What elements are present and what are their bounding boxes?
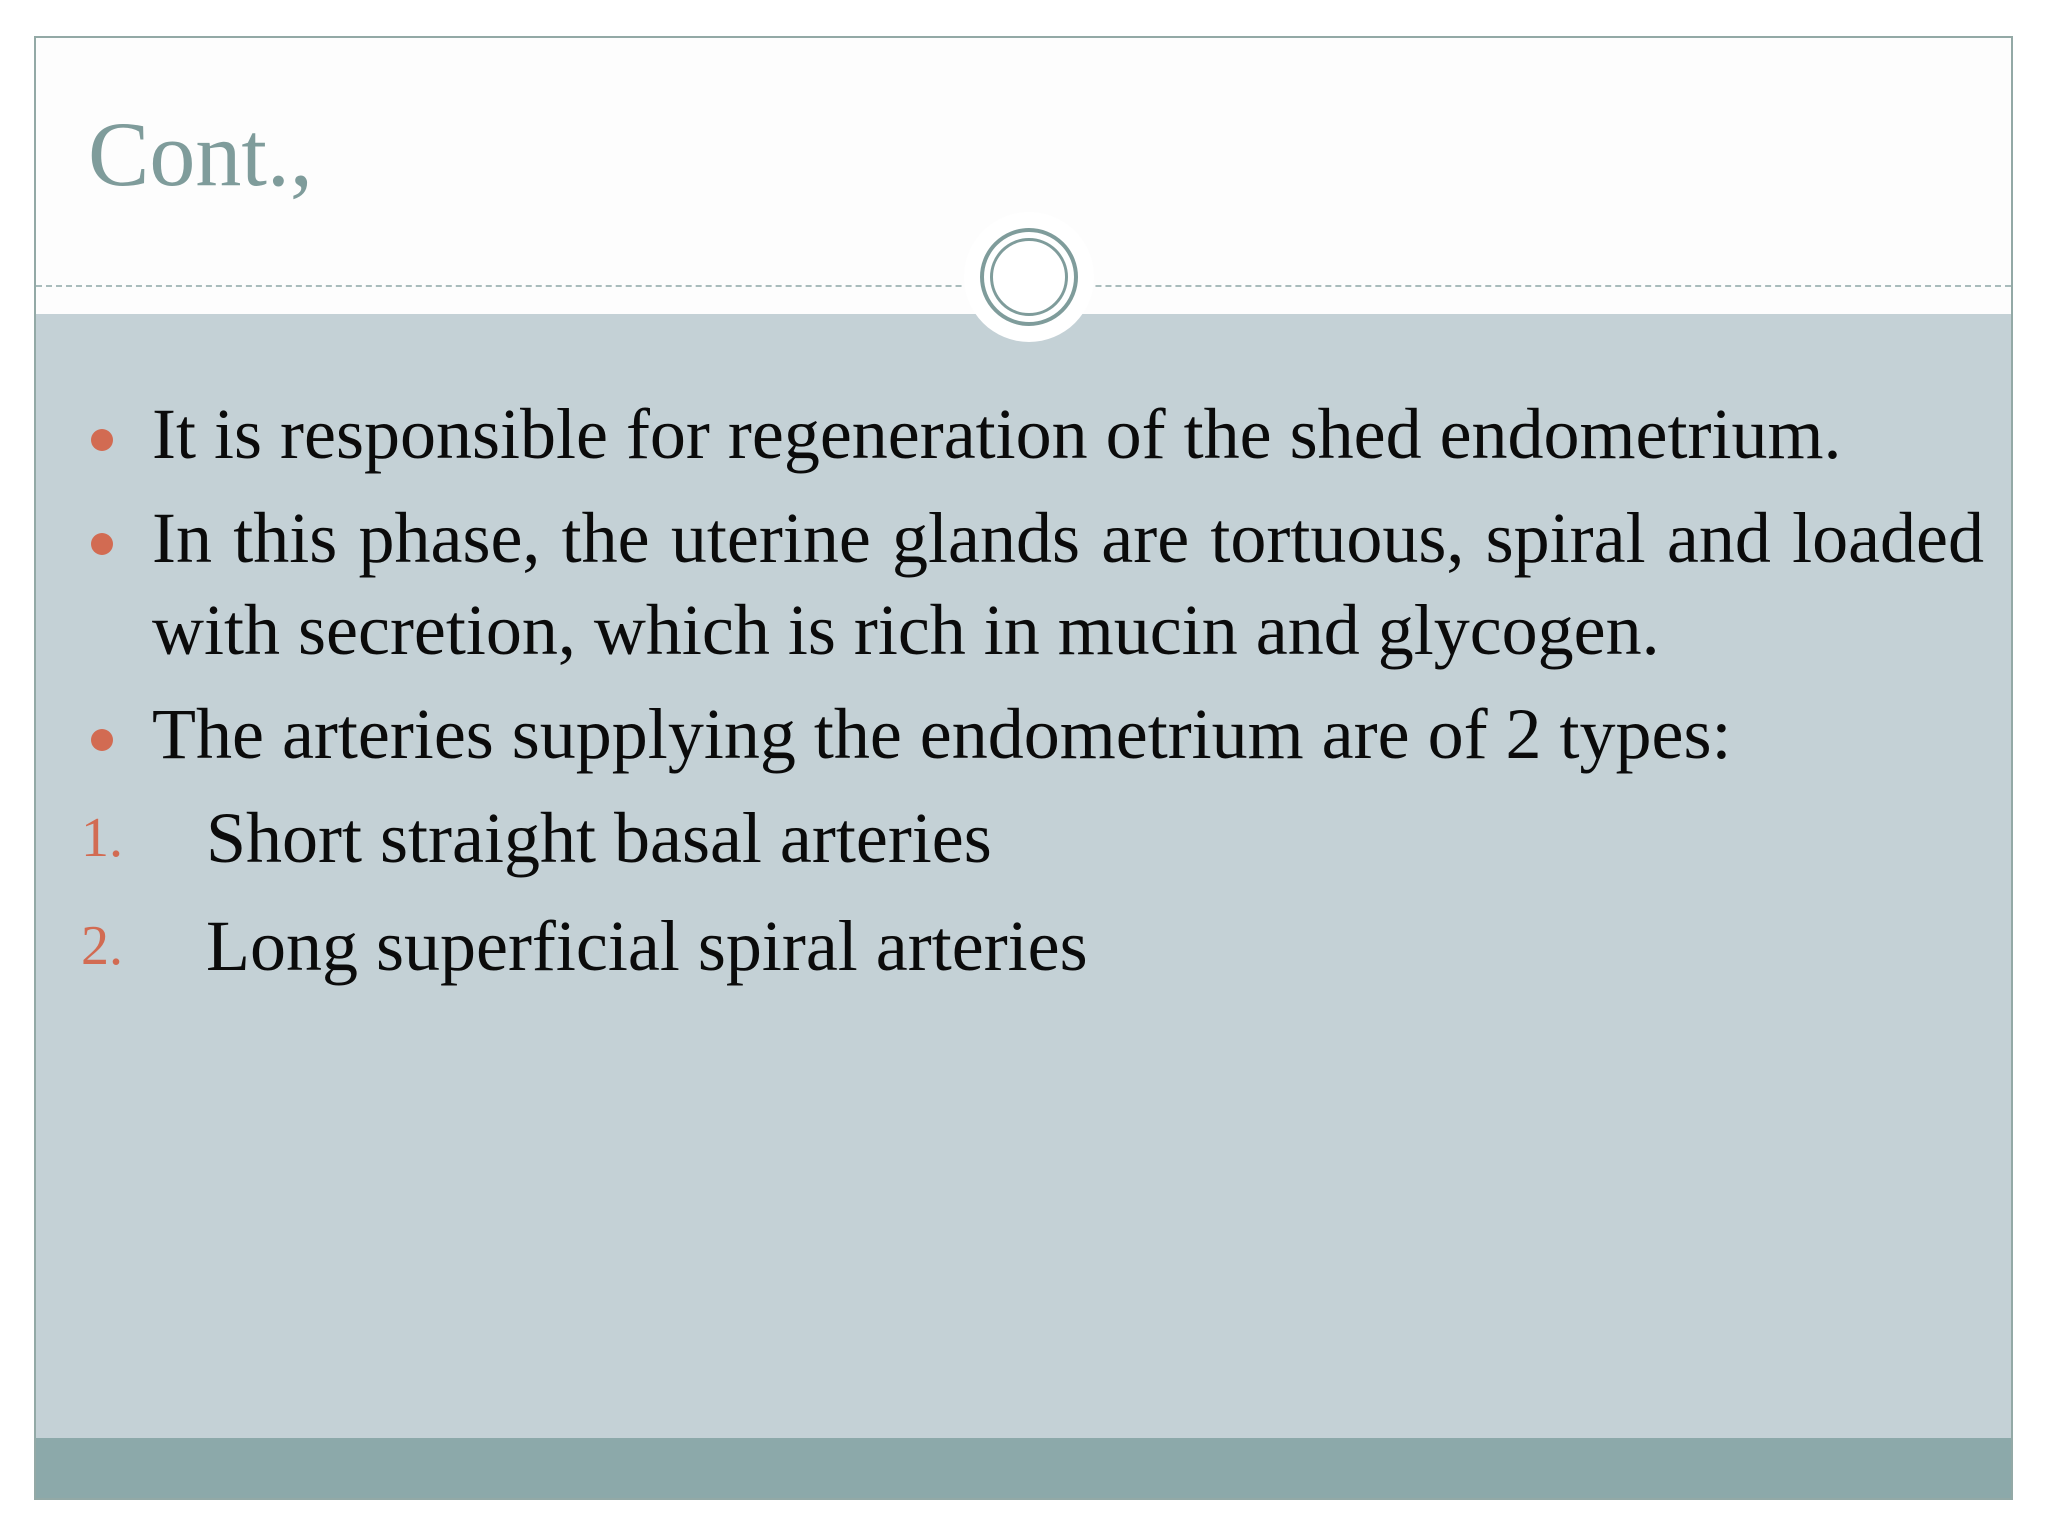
- double-ring-medallion-icon: [964, 212, 1094, 342]
- numbered-item: [81, 792, 1966, 884]
- number-marker: 2.: [81, 915, 123, 977]
- bullet-icon: [91, 429, 113, 451]
- numbered-text: Long superficial spiral arteries: [206, 906, 1088, 986]
- bullet-text: The arteries supplying the endometrium are of 2 types:: [152, 694, 1732, 774]
- medallion-inner-ring: [990, 238, 1068, 316]
- medallion-outer-ring: [980, 228, 1078, 326]
- number-marker: 1.: [81, 807, 123, 869]
- numbered-text: Short straight basal arteries: [206, 798, 992, 878]
- bullet-item: [152, 388, 1984, 480]
- footer-bar: [36, 1438, 2011, 1500]
- slide-body: [36, 388, 2011, 1008]
- bullet-item: [152, 492, 1984, 676]
- bullet-text: In this phase, the uterine glands are tortuous, spiral and loaded with secretion, which is rich in mucin and glycogen.: [152, 498, 1984, 670]
- bullet-item: [152, 688, 1984, 780]
- bullet-text: It is responsible for regeneration of the shed endometrium.: [152, 394, 1842, 474]
- slide: [34, 36, 2013, 1500]
- bullet-icon: [91, 729, 113, 751]
- slide-title: Cont.,: [88, 103, 313, 205]
- numbered-item: [81, 900, 1966, 992]
- bullet-icon: [91, 533, 113, 555]
